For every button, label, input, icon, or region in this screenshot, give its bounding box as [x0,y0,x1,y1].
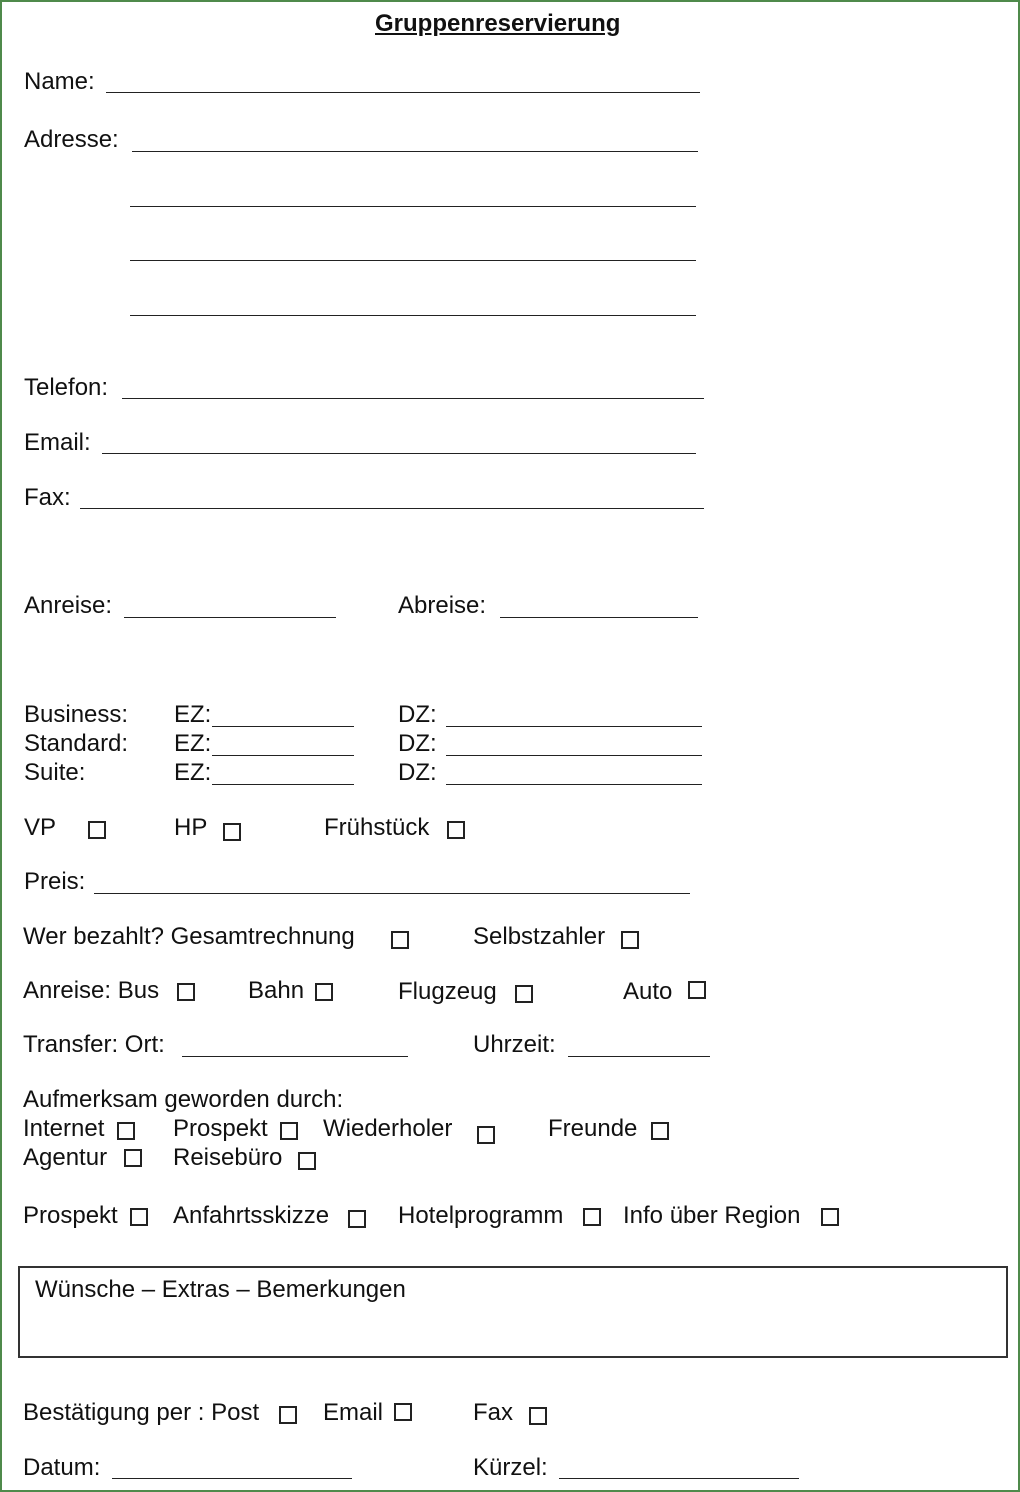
directions-label: Anfahrtsskizze [173,1202,330,1229]
standard-single-label: EZ: [174,730,212,757]
phone-field[interactable] [122,398,704,399]
hotel-program-checkbox[interactable] [583,1208,601,1226]
breakfast-checkbox[interactable] [447,821,465,839]
suite-single-field[interactable] [212,784,354,785]
arrival-field[interactable] [124,617,336,618]
name-label: Name: [24,68,95,95]
materials-brochure-checkbox[interactable] [130,1208,148,1226]
region-info-label: Info über Region [623,1202,801,1229]
car-checkbox[interactable] [688,981,706,999]
address-field-line-2[interactable] [130,206,696,207]
room-category-suite: Suite: [24,759,86,786]
breakfast-label: Frühstück [324,814,430,841]
materials-brochure-label: Prospekt [23,1202,118,1229]
hp-label: HP [174,814,208,841]
suite-double-field[interactable] [446,784,702,785]
train-label: Bahn [248,977,305,1004]
hp-checkbox[interactable] [223,823,241,841]
business-double-field[interactable] [446,726,702,727]
initials-field[interactable] [559,1478,799,1479]
internet-label: Internet [23,1115,105,1142]
directions-checkbox[interactable] [348,1210,366,1228]
confirmation-email-label: Email [323,1399,384,1426]
confirmation-fax-label: Fax [473,1399,514,1426]
price-field[interactable] [94,893,690,894]
transfer-time-label: Uhrzeit: [473,1031,556,1058]
friends-checkbox[interactable] [651,1122,669,1140]
car-label: Auto [623,978,673,1005]
business-single-field[interactable] [212,726,354,727]
region-info-checkbox[interactable] [821,1208,839,1226]
transfer-time-field[interactable] [568,1056,710,1057]
arrival-label: Anreise: [24,592,113,619]
friends-label: Freunde [548,1115,638,1142]
fax-field[interactable] [80,508,704,509]
self-payer-label: Selbstzahler [473,923,606,950]
referral-brochure-label: Prospekt [173,1115,268,1142]
email-field[interactable] [102,453,696,454]
repeat-guest-checkbox[interactable] [477,1126,495,1144]
payment-question: Wer bezahlt? Gesamtrechnung [23,923,355,950]
standard-double-label: DZ: [398,730,437,757]
standard-single-field[interactable] [212,755,354,756]
departure-label: Abreise: [398,592,487,619]
plane-checkbox[interactable] [515,985,533,1003]
repeat-guest-label: Wiederholer [323,1115,453,1142]
standard-double-field[interactable] [446,755,702,756]
date-label: Datum: [23,1454,101,1481]
confirmation-fax-checkbox[interactable] [529,1407,547,1425]
name-field[interactable] [106,92,700,93]
business-single-label: EZ: [174,701,212,728]
date-field[interactable] [112,1478,352,1479]
transfer-place-field[interactable] [182,1056,408,1057]
confirmation-email-checkbox[interactable] [394,1403,412,1421]
suite-double-label: DZ: [398,759,437,786]
self-payer-checkbox[interactable] [621,931,639,949]
address-field-line-1[interactable] [132,151,698,152]
address-field-line-3[interactable] [130,260,696,261]
address-label: Adresse: [24,126,119,153]
vp-checkbox[interactable] [88,821,106,839]
total-invoice-checkbox[interactable] [391,931,409,949]
train-checkbox[interactable] [315,983,333,1001]
agency-label: Agentur [23,1144,108,1171]
phone-label: Telefon: [24,374,109,401]
initials-label: Kürzel: [473,1454,548,1481]
confirmation-post-label: Bestätigung per : Post [23,1399,260,1426]
room-category-business: Business: [24,701,129,728]
travel-bus-label: Anreise: Bus [23,977,160,1004]
bus-checkbox[interactable] [177,983,195,1001]
plane-label: Flugzeug [398,978,497,1005]
remarks-label: Wünsche – Extras – Bemerkungen [35,1276,406,1303]
form-title: Gruppenreservierung [375,10,621,37]
business-double-label: DZ: [398,701,437,728]
post-checkbox[interactable] [279,1406,297,1424]
vp-label: VP [24,814,57,841]
referral-brochure-checkbox[interactable] [280,1122,298,1140]
fax-label: Fax: [24,484,71,511]
travel-agency-checkbox[interactable] [298,1152,316,1170]
transfer-place-label: Transfer: Ort: [23,1031,165,1058]
email-label: Email: [24,429,91,456]
hotel-program-label: Hotelprogramm [398,1202,564,1229]
agency-checkbox[interactable] [124,1149,142,1167]
travel-agency-label: Reisebüro [173,1144,283,1171]
price-label: Preis: [24,868,86,895]
departure-field[interactable] [500,617,698,618]
internet-checkbox[interactable] [117,1122,135,1140]
address-field-line-4[interactable] [130,315,696,316]
referral-heading: Aufmerksam geworden durch: [23,1086,344,1113]
room-category-standard: Standard: [24,730,129,757]
suite-single-label: EZ: [174,759,212,786]
